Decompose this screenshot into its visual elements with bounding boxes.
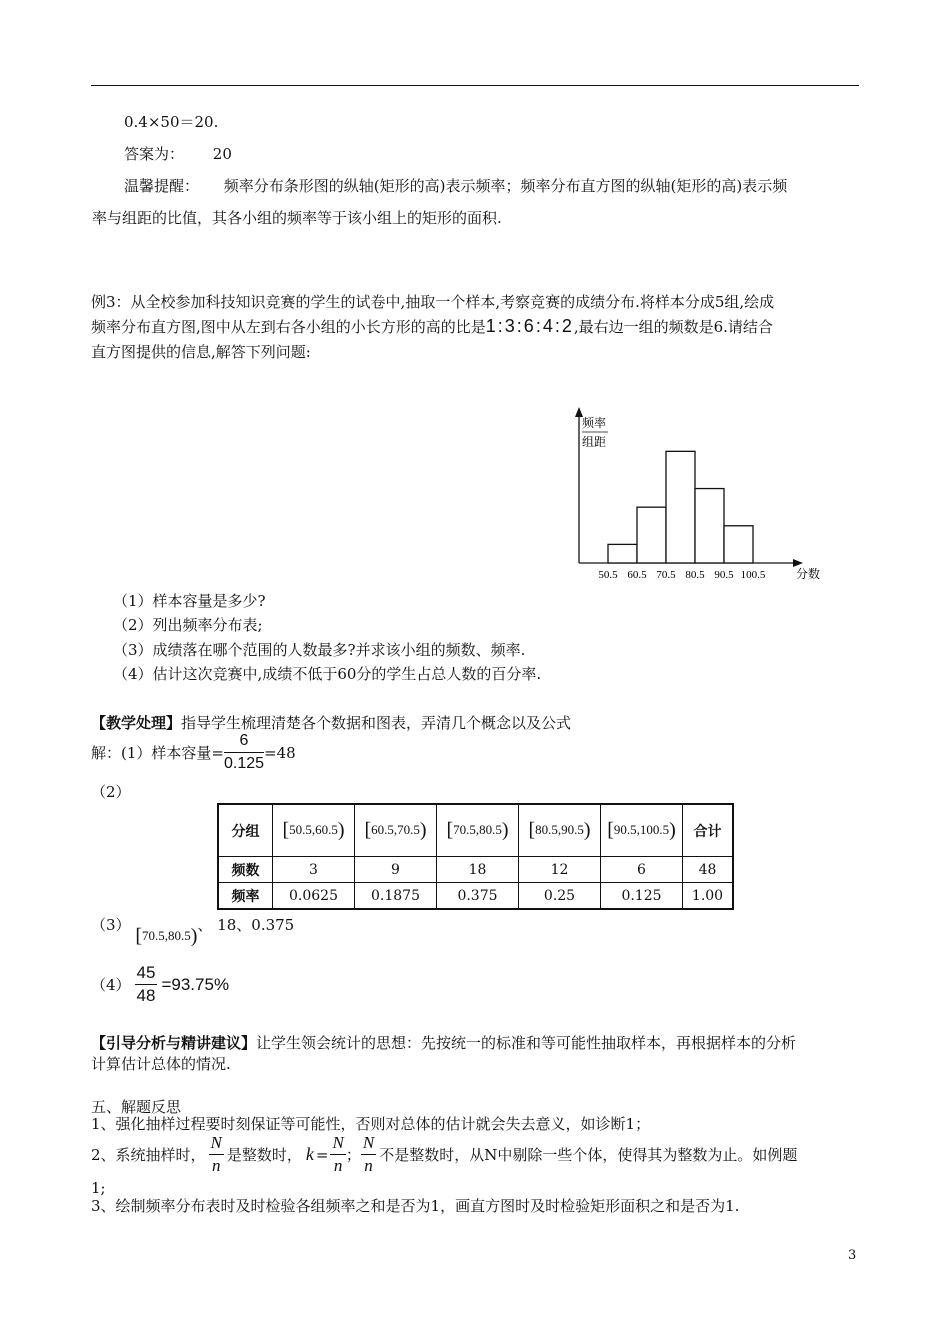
example3-line2-pre: 频率分布直方图,图中从左到右各小组的小长方形的高的比是 — [91, 318, 486, 336]
x-label: 分数 — [796, 567, 821, 581]
solution-4 — [91, 962, 229, 1007]
rate-cell: 1.00 — [683, 883, 734, 910]
histogram-bar — [695, 489, 724, 563]
table-group: [80.5,90.5) — [519, 804, 601, 857]
item2-text-c: 不是整数时，从N中剔除一些个体，使得其为整数为止。如例题 — [379, 1146, 798, 1164]
example3-line3: 直方图提供的信息,解答下列问题: — [91, 343, 311, 361]
fraction-numerator: N — [330, 1132, 345, 1155]
answer-label: 答案为： — [124, 145, 185, 163]
group-interval: 90.5,100.5 — [613, 822, 670, 837]
solution-3-label: （3） — [91, 916, 131, 934]
teaching-text: 指导学生梳理清楚各个数据和图表，弄清几个概念以及公式 — [181, 714, 572, 732]
item2-text-a: 2、系统抽样时， — [91, 1146, 206, 1164]
guide-line-2: 计算估计总体的情况. — [91, 1055, 231, 1073]
question-1: （1）样本容量是多少? — [113, 592, 266, 610]
tip-line-1 — [124, 176, 787, 196]
histogram-bar — [637, 507, 666, 563]
fraction-N-over-n — [209, 1132, 224, 1177]
guide-line-1 — [91, 1033, 796, 1053]
tip-label: 温馨提醒： — [124, 177, 200, 195]
group-interval: 50.5,60.5 — [289, 822, 338, 837]
reflection-item-2 — [91, 1132, 797, 1177]
solution-1-numerator: 6 — [224, 730, 264, 753]
reflection-item-1: 1、强化抽样过程要时刻保证等可能性，否则对总体的估计就会失去意义，如诊断1； — [91, 1115, 651, 1133]
y-label-bottom: 组距 — [582, 435, 607, 449]
solution-1-fraction — [224, 730, 264, 775]
table-row-rate — [218, 883, 733, 910]
fraction-numerator: N — [209, 1132, 224, 1155]
freq-cell: 9 — [355, 857, 437, 883]
reflection-item-3: 3、绘制频率分布表时及时检验各组频率之和是否为1，画直方图时及时检验矩形面积之和是否为1. — [91, 1197, 740, 1215]
solution-4-result: =93.75% — [161, 974, 230, 994]
calc-line: 0.4×50＝20. — [124, 113, 219, 131]
histogram-bar — [724, 526, 753, 563]
example3-line1: 例3：从全校参加科技知识竞赛的学生的试卷中,抽取一个样本,考察竞赛的成绩分布.将样本分成5组,绘成 — [91, 293, 775, 311]
solution-4-fraction — [135, 962, 158, 1007]
table-group: [70.5,80.5) — [437, 804, 519, 857]
table-row-freq — [218, 857, 733, 883]
rate-cell: 0.125 — [601, 883, 683, 910]
y-label-top: 频率 — [582, 416, 607, 430]
answer-line — [124, 144, 232, 164]
freq-cell: 12 — [519, 857, 601, 883]
x-tick-label: 60.5 — [627, 569, 647, 581]
x-axis-arrow — [793, 559, 803, 567]
freq-cell: 18 — [437, 857, 519, 883]
rate-cell: 0.25 — [519, 883, 601, 910]
solution-3-interval-wrap: [70.5,80.5) — [135, 925, 198, 947]
rate-cell: 0.1875 — [355, 883, 437, 910]
item2-text-b: 是整数时， — [226, 1146, 302, 1164]
example3-line2 — [91, 316, 773, 337]
x-tick-label: 70.5 — [656, 569, 676, 581]
solution-3 — [91, 914, 295, 947]
group-interval: 80.5,90.5 — [535, 822, 584, 837]
header-rule — [91, 85, 859, 86]
reflection-item-2-tail: 1; — [91, 1179, 106, 1197]
solution-4-label: （4） — [91, 976, 131, 994]
solution-1-denominator: 0.125 — [223, 755, 265, 772]
guide-label: 【引导分析与精讲建议】 — [91, 1034, 257, 1052]
question-2: （2）列出频率分布表; — [113, 616, 263, 634]
fraction-denominator: n — [333, 1156, 343, 1175]
solution-4-numerator: 45 — [135, 962, 158, 985]
group-interval: 70.5,80.5 — [453, 822, 502, 837]
item2-k: k — [305, 1144, 314, 1164]
fraction-denominator: n — [211, 1156, 221, 1175]
x-tick-label: 100.5 — [740, 569, 766, 581]
fraction-N-over-n — [330, 1132, 345, 1177]
rate-cell: 0.375 — [437, 883, 519, 910]
solution-2-label: （2） — [91, 783, 131, 801]
table-header-label: 分组 — [218, 804, 273, 857]
freq-label: 频数 — [218, 857, 273, 883]
tip-line-2: 率与组距的比值，其各小组的频率等于该小组上的矩形的面积. — [92, 209, 502, 227]
solution-3-interval: 70.5,80.5 — [142, 928, 191, 943]
freq-cell: 48 — [683, 857, 734, 883]
freq-cell: 6 — [601, 857, 683, 883]
table-group: [50.5,60.5) — [273, 804, 355, 857]
fraction-numerator: N — [361, 1132, 376, 1155]
group-interval: 60.5,70.5 — [371, 822, 420, 837]
histogram-bar — [608, 544, 637, 563]
table-header-row — [218, 804, 733, 857]
item2-sep: ； — [345, 1146, 361, 1164]
tip-text-1: 频率分布条形图的纵轴(矩形的高)表示频率；频率分布直方图的纵轴(矩形的高)表示频 — [223, 177, 788, 195]
x-tick-label: 90.5 — [714, 569, 734, 581]
fraction-denominator: n — [364, 1156, 373, 1175]
table-total-label: 合计 — [683, 804, 734, 857]
fraction-N-over-n — [361, 1132, 376, 1177]
x-tick-label: 50.5 — [598, 569, 618, 581]
example3-line2-post: ,最右边一组的频数是6.请结合 — [573, 318, 773, 336]
solution-1-prefix: 解：(1）样本容量= — [91, 744, 224, 762]
solution-4-denominator: 48 — [136, 986, 156, 1005]
histogram-chart — [560, 405, 830, 590]
solution-3-text: 、 18、0.375 — [197, 916, 295, 934]
rate-label: 频率 — [218, 883, 273, 910]
question-3: （3）成绩落在哪个范围的人数最多?并求该小组的频数、频率. — [113, 641, 526, 659]
question-4: （4）估计这次竞赛中,成绩不低于60分的学生占总人数的百分率. — [113, 665, 542, 683]
answer-value: 20 — [212, 145, 232, 163]
page-number: 3 — [848, 1248, 857, 1263]
table-group: [90.5,100.5) — [601, 804, 683, 857]
teaching-label: 【教学处理】 — [91, 714, 182, 732]
example3-ratio: 1:3:6:4:2 — [485, 316, 574, 336]
histogram-bar — [666, 451, 695, 563]
reflection-title: 五、解题反思 — [91, 1098, 182, 1116]
freq-cell: 3 — [273, 857, 355, 883]
rate-cell: 0.0625 — [273, 883, 355, 910]
frequency-table — [217, 803, 734, 910]
item2-eq: = — [315, 1145, 329, 1164]
solution-1-result: =48 — [264, 743, 296, 762]
solution-1 — [91, 730, 296, 775]
table-group: [60.5,70.5) — [355, 804, 437, 857]
guide-text-1: 让学生领会统计的思想：先按统一的标准和等可能性抽取样本，再根据样本的分析 — [256, 1034, 797, 1052]
x-tick-label: 80.5 — [685, 569, 705, 581]
